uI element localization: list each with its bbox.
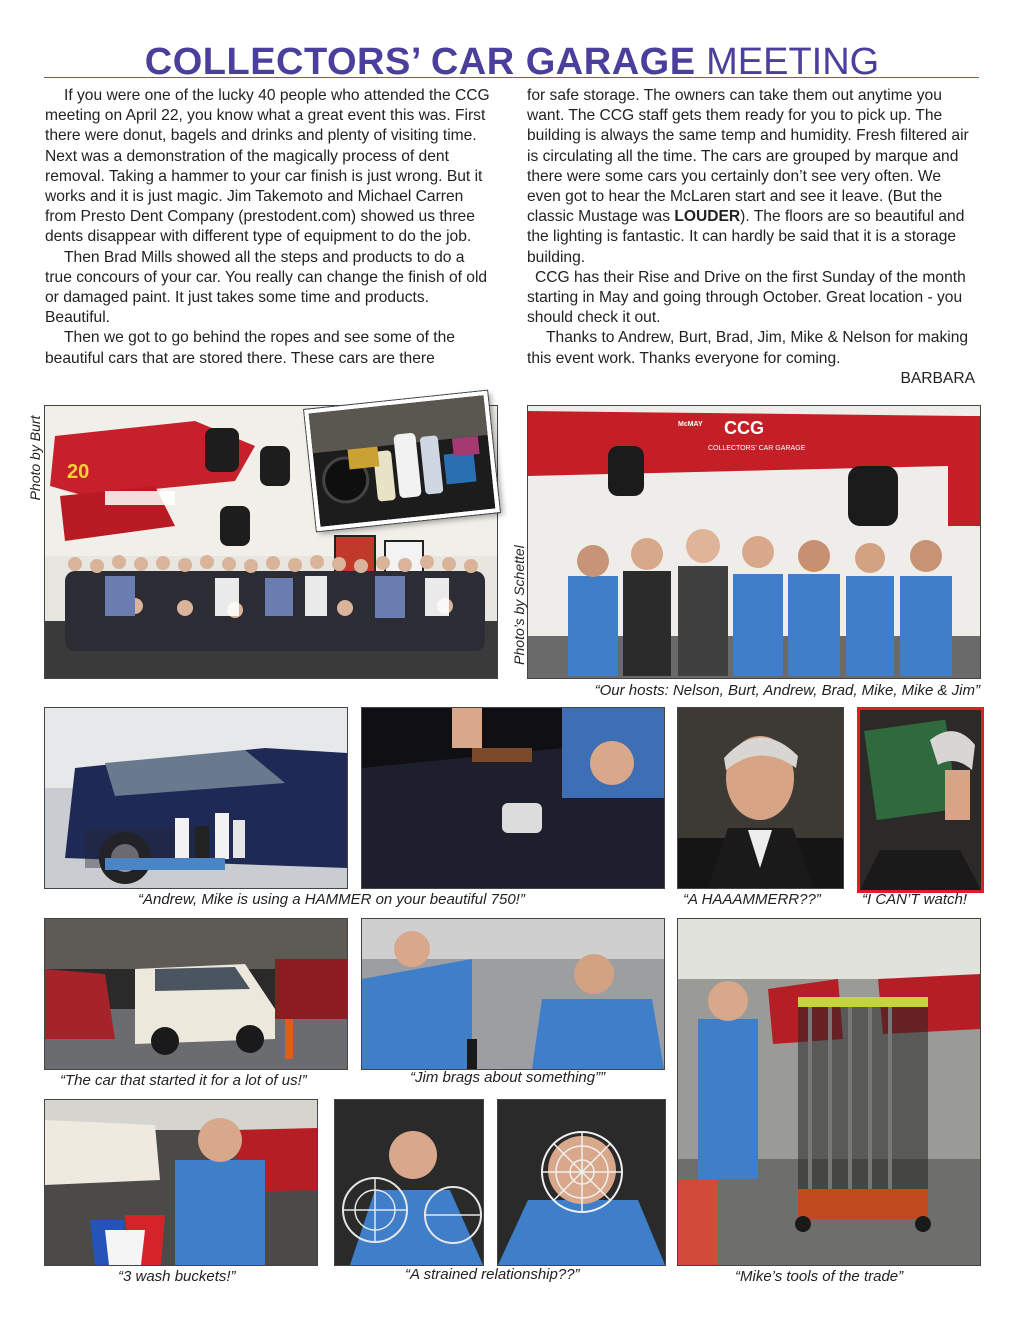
hosts-tag: McMAY [678, 421, 703, 428]
title-light: MEETING [706, 41, 880, 83]
photo-wash-buckets [44, 1099, 318, 1266]
paragraph: If you were one of the lucky 40 people who attended the CCG meeting on April 22, you know what a great event this was. First there were donut, bagels and drinks and plenty of visiting time. Next was a demonstration of the magically process of dent removal. Taking a hammer to your car finish is just wrong. But it works and it is just magic. Jim Takemoto and Michael Carren from Presto Dent Company (prestodent.com) showed us three dents disappear with different type of equipment to do the job. [45, 87, 490, 246]
signature: BARBARA [900, 369, 975, 387]
photo-cant-watch [857, 707, 984, 893]
photo-dent-repair [361, 707, 665, 889]
hosts-ccg-name: COLLECTORS’ CAR GARAGE [708, 445, 806, 452]
title-rule [44, 77, 979, 78]
caption-strained: “A strained relationship??” [405, 1266, 580, 1283]
loud-word: LOUDER [674, 208, 741, 226]
paragraph: Then Brad Mills showed all the steps and products to do a true concours of your car. You really can change the finish of old or damaged paint. It just takes some time and products. Beautiful. [45, 248, 488, 327]
paragraph: CCG has their Rise and Drive on the first Sunday of the month starting in May and going through October. Great location - you should check it out. [527, 268, 966, 327]
paragraph: Then we got to go behind the ropes and see some of the beautiful cars that are stored there. These cars are there [45, 329, 455, 367]
photo-tools [677, 918, 981, 1266]
photo-credit-burt: Photo by Burt [27, 415, 43, 501]
paragraph [527, 86, 975, 268]
title-bold: COLLECTORS’ CAR GARAGE [144, 41, 696, 83]
caption-hammer: “Andrew, Mike is using a HAMMER on your beautiful 750!” [138, 891, 525, 908]
article-right-column [527, 86, 975, 389]
photo-strained-2 [497, 1099, 666, 1266]
photo-haaammer-face [677, 707, 844, 889]
paragraph-text: for safe storage. The owners can take them out anytime you want. The CCG staff gets them ready for you to pick up. The building is always the same temp and humidity. Fresh filtered air is circulating all the time. The cars are grouped by marque and there were some cars you certainly don’t see very often. We even got to hear the McLaren start and see it leave. (But the classic Mustage was [527, 87, 969, 226]
photo-inset-products [304, 391, 500, 532]
photo-jim-brags [361, 918, 665, 1070]
caption-car-started: “The car that started it for a lot of us!” [60, 1072, 307, 1089]
photo-bmw-750 [44, 707, 348, 889]
caption-hosts: “Our hosts: Nelson, Burt, Andrew, Brad, Mike, Mike & Jim” [594, 682, 980, 699]
caption-cant-watch: “I CAN’T watch! [862, 891, 968, 908]
photo-bmw-2002 [44, 918, 348, 1070]
paragraph: Thanks to Andrew, Burt, Brad, Jim, Mike & Nelson for making this event work. Thanks everyone for coming. [527, 329, 969, 367]
photo-credit-schettel: Photo’s by Schettel [511, 545, 527, 665]
caption-tools: “Mike’s tools of the trade” [735, 1268, 904, 1285]
caption-jim-brags: “Jim brags about something”” [410, 1069, 606, 1086]
caption-wash-buckets: “3 wash buckets!” [118, 1268, 236, 1285]
car-number: 20 [67, 461, 90, 483]
paragraph-text: ). The floors are so beautiful and the lighting is fantastic. It can hardly be said that it is a storage building. [527, 208, 965, 266]
caption-haaammer: “A HAAAMMERR??” [683, 891, 821, 908]
photo-strained-1 [334, 1099, 484, 1266]
article-left-column [45, 86, 493, 369]
hosts-ccg-logo: CCG [724, 418, 764, 438]
photo-hosts [527, 405, 981, 679]
